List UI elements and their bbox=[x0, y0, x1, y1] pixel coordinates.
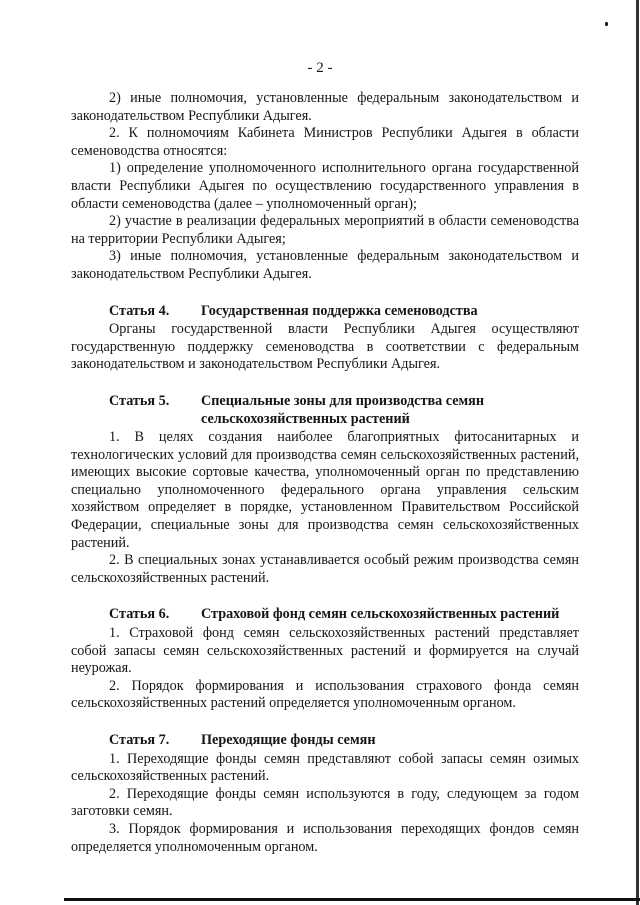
article-7-heading bbox=[71, 732, 579, 750]
article-4-heading bbox=[71, 303, 579, 321]
paragraph: Органы государственной власти Республики Адыгея осуществляют государственную поддержку семеноводства в соответствии с федеральным законодательством и законодательством Республики Адыгея. bbox=[71, 321, 579, 373]
article-title: Специальные зоны для производства семян сельскохозяйственных растений bbox=[201, 392, 485, 427]
article-5-heading bbox=[71, 393, 579, 428]
scan-edge-bottom bbox=[64, 898, 640, 901]
paragraph: 2. Переходящие фонды семян используются в году, следующем за годом заготовки семян. bbox=[71, 785, 579, 820]
paragraph: 2) участие в реализации федеральных мероприятий в области семеноводства на территории Республики Адыгея; bbox=[71, 213, 579, 247]
article-6-heading bbox=[71, 606, 579, 624]
paragraph: 3. Порядок формирования и использования переходящих фондов семян определяется уполномоченным органом. bbox=[71, 820, 579, 855]
paragraph: 1) определение уполномоченного исполнительного органа государственной власти Республики Адыгея по осуществлению государственного управления в области семеноводства (далее – уполномоченный орган); bbox=[71, 160, 579, 212]
article-title: Страховой фонд семян сельскохозяйственных растений bbox=[201, 606, 560, 623]
paragraph: 2. Порядок формирования и использования страхового фонда семян сельскохозяйственных растений определяется уполномоченным органом. bbox=[71, 677, 579, 712]
paragraph: 2) иные полномочия, установленные федеральным законодательством и законодательством Республики Адыгея. bbox=[71, 90, 579, 124]
paragraph: 2. В специальных зонах устанавливается особый режим производства семян сельскохозяйственных растений. bbox=[71, 552, 579, 586]
article-title: Государственная поддержка семеноводства bbox=[201, 302, 478, 319]
paragraph: 1. Переходящие фонды семян представляют собой запасы семян озимых сельскохозяйственных растений. bbox=[71, 750, 579, 785]
page-number: - 2 - bbox=[307, 60, 333, 76]
article-number: Статья 6. bbox=[109, 606, 170, 623]
paragraph: 2. К полномочиям Кабинета Министров Республики Адыгея в области семеноводства относятся: bbox=[71, 125, 579, 159]
article-number: Статья 7. bbox=[109, 732, 170, 748]
paragraph: 1. Страховой фонд семян сельскохозяйственных растений представляет собой запасы семян сельскохозяйственных растений и формируется на случай неурожая. bbox=[71, 625, 579, 677]
scan-edge-right bbox=[636, 0, 639, 905]
paragraph: 3) иные полномочия, установленные федеральным законодательством и законодательством Республики Адыгея. bbox=[71, 248, 579, 282]
article-number: Статья 5. bbox=[109, 392, 170, 409]
document-body bbox=[71, 90, 579, 856]
scan-speck bbox=[605, 22, 608, 26]
article-number: Статья 4. bbox=[109, 302, 170, 319]
paragraph: 1. В целях создания наиболее благоприятных фитосанитарных и технологических условий для производства семян сельскохозяйственных растений, имеющих высокие сортовые качества, уполномоченный орган по представлению специально уполномоченного федерального органа управления сельским хозяйством определяет в порядке, установленном Правительством Российской Федерации, специальные зоны для производства семян сельскохозяйственных растений. bbox=[71, 429, 579, 551]
article-title: Переходящие фонды семян bbox=[201, 732, 376, 748]
